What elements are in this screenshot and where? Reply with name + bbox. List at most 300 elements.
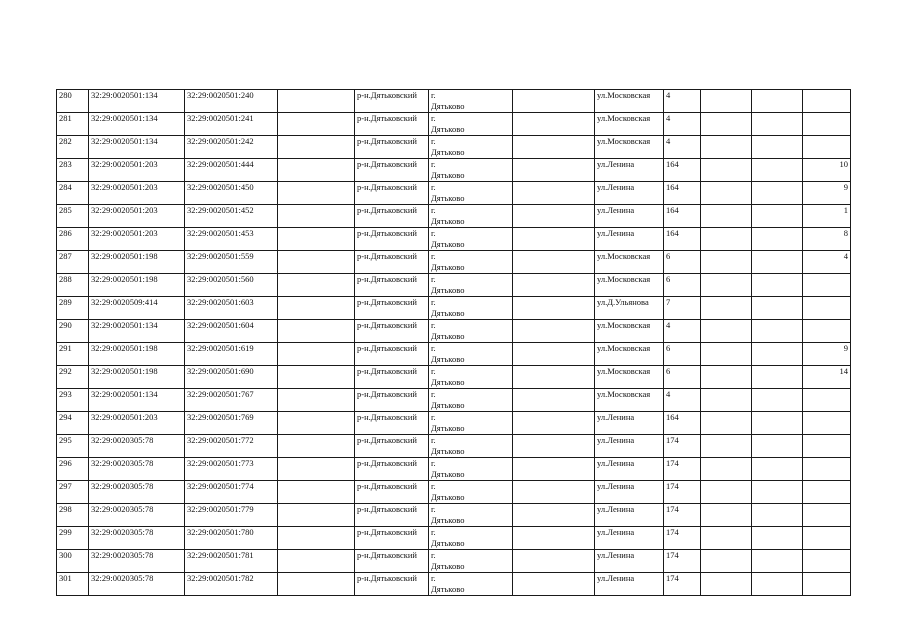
empty-cell <box>701 343 752 366</box>
table-row <box>57 136 851 159</box>
empty-cell <box>701 412 752 435</box>
apartment-number-cell <box>803 412 851 435</box>
house-number-cell: 7 <box>664 297 701 320</box>
town-cell <box>429 136 513 159</box>
house-number-cell: 174 <box>664 481 701 504</box>
empty-cell <box>701 113 752 136</box>
apartment-number-cell <box>803 481 851 504</box>
empty-cell <box>278 435 355 458</box>
empty-cell <box>752 90 803 113</box>
street-cell: ул.Ленина <box>595 573 664 596</box>
town-cell <box>429 182 513 205</box>
house-number-cell: 174 <box>664 527 701 550</box>
town-name: Дятьково <box>431 492 465 502</box>
empty-cell <box>513 159 595 182</box>
row-number-cell: 286 <box>57 228 89 251</box>
region-cell: р-н.Дятьковский <box>355 205 429 228</box>
region-cell: р-н.Дятьковский <box>355 412 429 435</box>
region-cell: р-н.Дятьковский <box>355 251 429 274</box>
town-prefix: г. <box>431 389 436 399</box>
apartment-number-cell <box>803 435 851 458</box>
town-cell <box>429 573 513 596</box>
town-cell <box>429 527 513 550</box>
town-prefix: г. <box>431 435 436 445</box>
house-number-cell: 164 <box>664 205 701 228</box>
cadastral-block-cell: 32:29:0020501:198 <box>89 366 185 389</box>
apartment-number-cell <box>803 113 851 136</box>
empty-cell <box>752 113 803 136</box>
town-prefix: г. <box>431 573 436 583</box>
cadastral-block-cell: 32:29:0020501:203 <box>89 412 185 435</box>
town-prefix: г. <box>431 504 436 514</box>
cadastral-number-cell: 32:29:0020501:774 <box>185 481 278 504</box>
empty-cell <box>278 412 355 435</box>
street-cell: ул.Московская <box>595 389 664 412</box>
row-number-cell: 297 <box>57 481 89 504</box>
cadastral-block-cell: 32:29:0020305:78 <box>89 550 185 573</box>
town-name: Дятьково <box>431 515 465 525</box>
empty-cell <box>701 274 752 297</box>
row-number-cell: 298 <box>57 504 89 527</box>
house-number-cell: 174 <box>664 504 701 527</box>
empty-cell <box>278 136 355 159</box>
street-cell: ул.Московская <box>595 320 664 343</box>
street-cell: ул.Московская <box>595 113 664 136</box>
town-name: Дятьково <box>431 331 465 341</box>
region-cell: р-н.Дятьковский <box>355 527 429 550</box>
town-prefix: г. <box>431 458 436 468</box>
street-cell: ул.Московская <box>595 366 664 389</box>
apartment-number-cell <box>803 504 851 527</box>
empty-cell <box>278 90 355 113</box>
empty-cell <box>701 228 752 251</box>
town-prefix: г. <box>431 182 436 192</box>
street-cell: ул.Московская <box>595 274 664 297</box>
town-cell <box>429 90 513 113</box>
table-row <box>57 90 851 113</box>
apartment-number-cell <box>803 550 851 573</box>
table-row <box>57 274 851 297</box>
empty-cell <box>278 205 355 228</box>
region-cell: р-н.Дятьковский <box>355 228 429 251</box>
row-number-cell: 280 <box>57 90 89 113</box>
town-cell <box>429 113 513 136</box>
empty-cell <box>513 504 595 527</box>
cadastral-number-cell: 32:29:0020501:767 <box>185 389 278 412</box>
empty-cell <box>752 251 803 274</box>
empty-cell <box>513 527 595 550</box>
cadastral-block-cell: 32:29:0020305:78 <box>89 481 185 504</box>
cadastral-number-cell: 32:29:0020501:240 <box>185 90 278 113</box>
cadastral-block-cell: 32:29:0020501:203 <box>89 205 185 228</box>
street-cell: ул.Ленина <box>595 228 664 251</box>
apartment-number-cell: 14 <box>803 366 851 389</box>
cadastral-block-cell: 32:29:0020501:198 <box>89 251 185 274</box>
town-cell <box>429 412 513 435</box>
street-cell: ул.Ленина <box>595 182 664 205</box>
empty-cell <box>701 527 752 550</box>
street-cell: ул.Ленина <box>595 412 664 435</box>
house-number-cell: 164 <box>664 159 701 182</box>
region-cell: р-н.Дятьковский <box>355 136 429 159</box>
cadastral-block-cell: 32:29:0020501:134 <box>89 136 185 159</box>
town-prefix: г. <box>431 274 436 284</box>
cadastral-block-cell: 32:29:0020305:78 <box>89 458 185 481</box>
town-cell <box>429 481 513 504</box>
cadastral-number-cell: 32:29:0020501:773 <box>185 458 278 481</box>
house-number-cell: 164 <box>664 182 701 205</box>
empty-cell <box>701 320 752 343</box>
region-cell: р-н.Дятьковский <box>355 343 429 366</box>
house-number-cell: 174 <box>664 573 701 596</box>
row-number-cell: 287 <box>57 251 89 274</box>
empty-cell <box>513 297 595 320</box>
cadastral-number-cell: 32:29:0020501:560 <box>185 274 278 297</box>
empty-cell <box>278 297 355 320</box>
apartment-number-cell <box>803 274 851 297</box>
empty-cell <box>513 228 595 251</box>
empty-cell <box>701 550 752 573</box>
apartment-number-cell <box>803 297 851 320</box>
house-number-cell: 164 <box>664 412 701 435</box>
property-registry-table <box>56 89 851 596</box>
cadastral-block-cell: 32:29:0020501:203 <box>89 159 185 182</box>
table-row <box>57 481 851 504</box>
table-row <box>57 182 851 205</box>
row-number-cell: 283 <box>57 159 89 182</box>
apartment-number-cell: 9 <box>803 182 851 205</box>
town-prefix: г. <box>431 297 436 307</box>
apartment-number-cell: 8 <box>803 228 851 251</box>
cadastral-block-cell: 32:29:0020305:78 <box>89 573 185 596</box>
empty-cell <box>752 343 803 366</box>
empty-cell <box>513 412 595 435</box>
apartment-number-cell <box>803 389 851 412</box>
town-prefix: г. <box>431 113 436 123</box>
town-cell <box>429 228 513 251</box>
empty-cell <box>701 136 752 159</box>
cadastral-number-cell: 32:29:0020501:619 <box>185 343 278 366</box>
empty-cell <box>278 481 355 504</box>
row-number-cell: 288 <box>57 274 89 297</box>
town-name: Дятьково <box>431 446 465 456</box>
table-row <box>57 504 851 527</box>
region-cell: р-н.Дятьковский <box>355 90 429 113</box>
apartment-number-cell: 10 <box>803 159 851 182</box>
row-number-cell: 285 <box>57 205 89 228</box>
empty-cell <box>701 504 752 527</box>
town-cell <box>429 320 513 343</box>
town-name: Дятьково <box>431 239 465 249</box>
town-prefix: г. <box>431 320 436 330</box>
cadastral-block-cell: 32:29:0020305:78 <box>89 435 185 458</box>
house-number-cell: 174 <box>664 458 701 481</box>
empty-cell <box>513 389 595 412</box>
empty-cell <box>752 458 803 481</box>
empty-cell <box>752 297 803 320</box>
cadastral-number-cell: 32:29:0020501:559 <box>185 251 278 274</box>
street-cell: ул.Ленина <box>595 504 664 527</box>
cadastral-block-cell: 32:29:0020501:203 <box>89 182 185 205</box>
empty-cell <box>513 550 595 573</box>
empty-cell <box>752 136 803 159</box>
row-number-cell: 301 <box>57 573 89 596</box>
empty-cell <box>752 274 803 297</box>
empty-cell <box>701 458 752 481</box>
town-cell <box>429 297 513 320</box>
empty-cell <box>278 159 355 182</box>
house-number-cell: 174 <box>664 550 701 573</box>
row-number-cell: 289 <box>57 297 89 320</box>
empty-cell <box>752 228 803 251</box>
empty-cell <box>752 527 803 550</box>
region-cell: р-н.Дятьковский <box>355 297 429 320</box>
region-cell: р-н.Дятьковский <box>355 458 429 481</box>
empty-cell <box>701 90 752 113</box>
empty-cell <box>278 573 355 596</box>
street-cell: ул.Московская <box>595 251 664 274</box>
region-cell: р-н.Дятьковский <box>355 504 429 527</box>
empty-cell <box>752 435 803 458</box>
empty-cell <box>278 366 355 389</box>
row-number-cell: 296 <box>57 458 89 481</box>
region-cell: р-н.Дятьковский <box>355 481 429 504</box>
empty-cell <box>278 320 355 343</box>
cadastral-block-cell: 32:29:0020509:414 <box>89 297 185 320</box>
town-name: Дятьково <box>431 147 465 157</box>
apartment-number-cell <box>803 458 851 481</box>
empty-cell <box>752 366 803 389</box>
street-cell: ул.Московская <box>595 343 664 366</box>
cadastral-number-cell: 32:29:0020501:452 <box>185 205 278 228</box>
cadastral-number-cell: 32:29:0020501:603 <box>185 297 278 320</box>
empty-cell <box>752 481 803 504</box>
town-name: Дятьково <box>431 216 465 226</box>
empty-cell <box>752 412 803 435</box>
empty-cell <box>513 90 595 113</box>
town-name: Дятьково <box>431 170 465 180</box>
empty-cell <box>278 251 355 274</box>
cadastral-number-cell: 32:29:0020501:690 <box>185 366 278 389</box>
town-prefix: г. <box>431 412 436 422</box>
empty-cell <box>701 205 752 228</box>
region-cell: р-н.Дятьковский <box>355 573 429 596</box>
table-row <box>57 113 851 136</box>
empty-cell <box>752 182 803 205</box>
cadastral-number-cell: 32:29:0020501:450 <box>185 182 278 205</box>
empty-cell <box>513 113 595 136</box>
town-name: Дятьково <box>431 308 465 318</box>
town-prefix: г. <box>431 366 436 376</box>
empty-cell <box>278 458 355 481</box>
cadastral-number-cell: 32:29:0020501:453 <box>185 228 278 251</box>
empty-cell <box>752 389 803 412</box>
street-cell: ул.Московская <box>595 90 664 113</box>
town-name: Дятьково <box>431 354 465 364</box>
empty-cell <box>701 251 752 274</box>
street-cell: ул.Московская <box>595 136 664 159</box>
table-row <box>57 343 851 366</box>
town-prefix: г. <box>431 481 436 491</box>
cadastral-block-cell: 32:29:0020305:78 <box>89 504 185 527</box>
empty-cell <box>513 366 595 389</box>
table-row <box>57 366 851 389</box>
row-number-cell: 293 <box>57 389 89 412</box>
empty-cell <box>752 159 803 182</box>
town-prefix: г. <box>431 90 436 100</box>
town-prefix: г. <box>431 527 436 537</box>
table-row <box>57 527 851 550</box>
table-row <box>57 320 851 343</box>
empty-cell <box>513 205 595 228</box>
town-prefix: г. <box>431 136 436 146</box>
town-cell <box>429 251 513 274</box>
cadastral-number-cell: 32:29:0020501:769 <box>185 412 278 435</box>
table-row <box>57 159 851 182</box>
empty-cell <box>278 228 355 251</box>
town-name: Дятьково <box>431 423 465 433</box>
empty-cell <box>278 550 355 573</box>
cadastral-block-cell: 32:29:0020305:78 <box>89 527 185 550</box>
empty-cell <box>278 113 355 136</box>
table-row <box>57 251 851 274</box>
row-number-cell: 290 <box>57 320 89 343</box>
cadastral-number-cell: 32:29:0020501:779 <box>185 504 278 527</box>
empty-cell <box>278 274 355 297</box>
town-cell <box>429 550 513 573</box>
apartment-number-cell <box>803 573 851 596</box>
cadastral-block-cell: 32:29:0020501:198 <box>89 274 185 297</box>
house-number-cell: 4 <box>664 320 701 343</box>
apartment-number-cell: 4 <box>803 251 851 274</box>
town-name: Дятьково <box>431 285 465 295</box>
empty-cell <box>701 573 752 596</box>
empty-cell <box>752 573 803 596</box>
empty-cell <box>513 274 595 297</box>
row-number-cell: 299 <box>57 527 89 550</box>
cadastral-block-cell: 32:29:0020501:134 <box>89 389 185 412</box>
town-cell <box>429 435 513 458</box>
apartment-number-cell <box>803 527 851 550</box>
house-number-cell: 4 <box>664 389 701 412</box>
empty-cell <box>513 573 595 596</box>
town-cell <box>429 504 513 527</box>
house-number-cell: 4 <box>664 90 701 113</box>
row-number-cell: 292 <box>57 366 89 389</box>
street-cell: ул.Ленина <box>595 527 664 550</box>
town-cell <box>429 205 513 228</box>
empty-cell <box>701 159 752 182</box>
empty-cell <box>513 458 595 481</box>
table-row <box>57 205 851 228</box>
cadastral-block-cell: 32:29:0020501:203 <box>89 228 185 251</box>
empty-cell <box>752 550 803 573</box>
cadastral-number-cell: 32:29:0020501:780 <box>185 527 278 550</box>
apartment-number-cell: 9 <box>803 343 851 366</box>
street-cell: ул.Ленина <box>595 458 664 481</box>
street-cell: ул.Ленина <box>595 435 664 458</box>
empty-cell <box>513 136 595 159</box>
town-prefix: г. <box>431 343 436 353</box>
town-cell <box>429 366 513 389</box>
house-number-cell: 6 <box>664 366 701 389</box>
cadastral-number-cell: 32:29:0020501:241 <box>185 113 278 136</box>
empty-cell <box>513 343 595 366</box>
region-cell: р-н.Дятьковский <box>355 274 429 297</box>
row-number-cell: 300 <box>57 550 89 573</box>
table-row <box>57 389 851 412</box>
town-name: Дятьково <box>431 584 465 594</box>
town-prefix: г. <box>431 550 436 560</box>
town-name: Дятьково <box>431 561 465 571</box>
empty-cell <box>752 504 803 527</box>
town-prefix: г. <box>431 205 436 215</box>
apartment-number-cell <box>803 320 851 343</box>
empty-cell <box>278 504 355 527</box>
town-cell <box>429 458 513 481</box>
region-cell: р-н.Дятьковский <box>355 113 429 136</box>
document-page <box>56 89 851 596</box>
empty-cell <box>752 320 803 343</box>
empty-cell <box>701 435 752 458</box>
apartment-number-cell <box>803 136 851 159</box>
region-cell: р-н.Дятьковский <box>355 550 429 573</box>
cadastral-number-cell: 32:29:0020501:782 <box>185 573 278 596</box>
street-cell: ул.Ленина <box>595 550 664 573</box>
empty-cell <box>752 205 803 228</box>
street-cell: ул.Ленина <box>595 481 664 504</box>
cadastral-block-cell: 32:29:0020501:134 <box>89 90 185 113</box>
cadastral-number-cell: 32:29:0020501:242 <box>185 136 278 159</box>
empty-cell <box>701 297 752 320</box>
cadastral-number-cell: 32:29:0020501:781 <box>185 550 278 573</box>
empty-cell <box>701 366 752 389</box>
apartment-number-cell: 1 <box>803 205 851 228</box>
region-cell: р-н.Дятьковский <box>355 389 429 412</box>
house-number-cell: 4 <box>664 136 701 159</box>
house-number-cell: 6 <box>664 274 701 297</box>
town-name: Дятьково <box>431 469 465 479</box>
empty-cell <box>513 435 595 458</box>
empty-cell <box>513 182 595 205</box>
region-cell: р-н.Дятьковский <box>355 159 429 182</box>
region-cell: р-н.Дятьковский <box>355 435 429 458</box>
empty-cell <box>513 251 595 274</box>
table-row <box>57 573 851 596</box>
row-number-cell: 294 <box>57 412 89 435</box>
house-number-cell: 6 <box>664 343 701 366</box>
empty-cell <box>701 389 752 412</box>
row-number-cell: 281 <box>57 113 89 136</box>
town-name: Дятьково <box>431 538 465 548</box>
town-cell <box>429 274 513 297</box>
empty-cell <box>701 182 752 205</box>
street-cell: ул.Ленина <box>595 205 664 228</box>
town-name: Дятьково <box>431 262 465 272</box>
empty-cell <box>513 481 595 504</box>
row-number-cell: 295 <box>57 435 89 458</box>
town-name: Дятьково <box>431 124 465 134</box>
cadastral-block-cell: 32:29:0020501:134 <box>89 320 185 343</box>
town-name: Дятьково <box>431 377 465 387</box>
town-prefix: г. <box>431 159 436 169</box>
town-prefix: г. <box>431 251 436 261</box>
table-body <box>57 90 851 596</box>
row-number-cell: 284 <box>57 182 89 205</box>
empty-cell <box>278 182 355 205</box>
table-row <box>57 435 851 458</box>
region-cell: р-н.Дятьковский <box>355 366 429 389</box>
